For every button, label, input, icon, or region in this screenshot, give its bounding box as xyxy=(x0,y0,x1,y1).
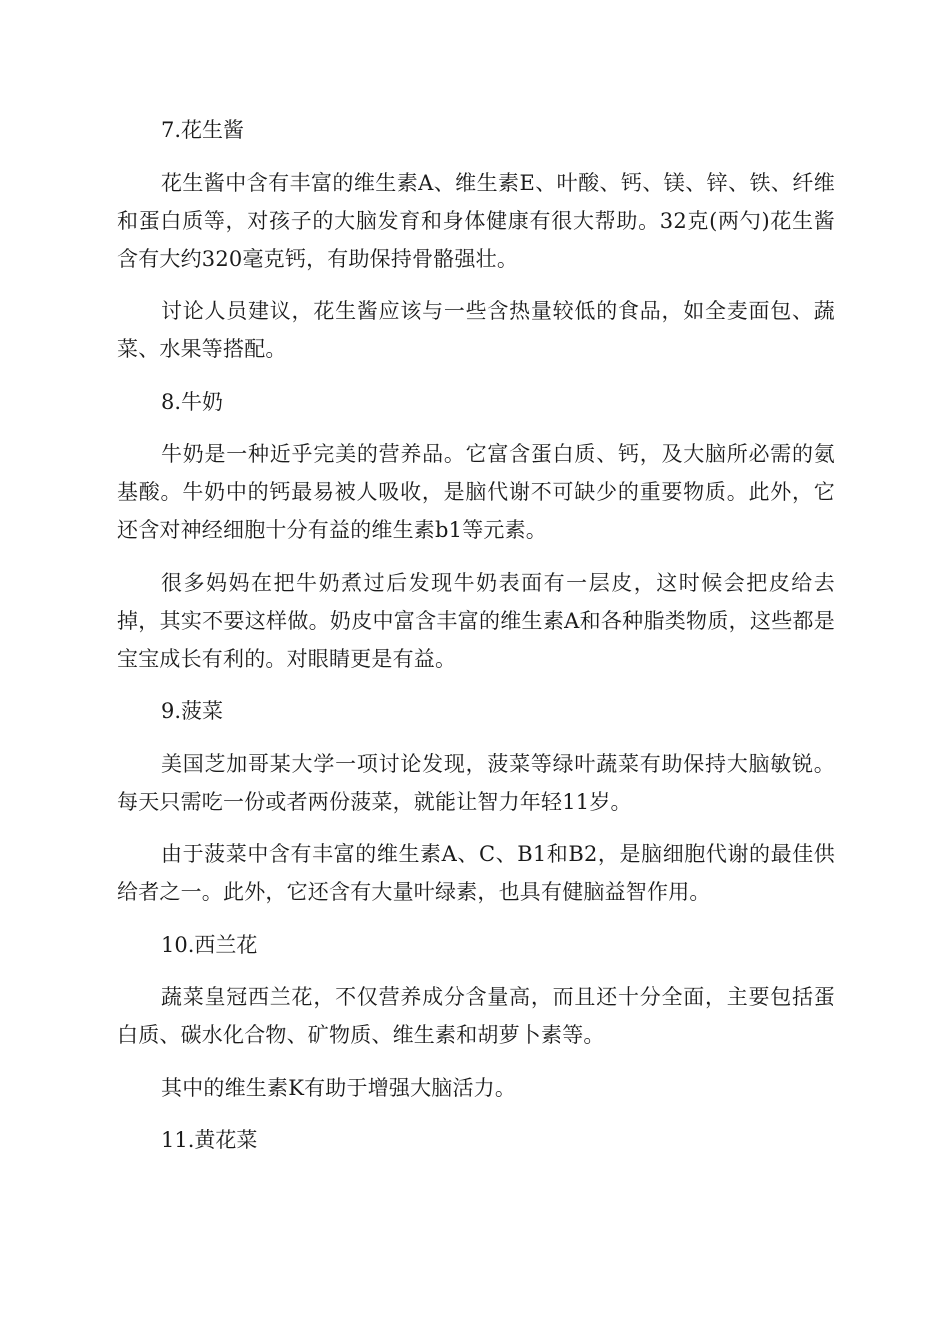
paragraph: 其中的维生素K有助于增强大脑活力。 xyxy=(161,1075,517,1100)
section-heading-broccoli: 10.西兰花 xyxy=(161,932,258,957)
paragraph: 蔬菜皇冠西兰花，不仅营养成分含量高，而且还十分全面，主要包括蛋白质、碳水化合物、矿物质、维生素和胡萝卜素等。 xyxy=(117,985,835,1047)
section-heading-peanut-butter: 7.花生酱 xyxy=(161,118,245,142)
section-heading-daylily: 11.黄花菜 xyxy=(161,1128,258,1152)
paragraph: 美国芝加哥某大学一项讨论发现，菠菜等绿叶蔬菜有助保持大脑敏锐。每天只需吃一份或者两份菠菜，就能让智力年轻11岁。 xyxy=(117,751,835,814)
section-heading-spinach: 9.菠菜 xyxy=(161,699,224,723)
section-heading-milk: 8.牛奶 xyxy=(161,389,224,414)
document-body xyxy=(117,111,835,1174)
paragraph: 花生酱中含有丰富的维生素A、维生素E、叶酸、钙、镁、锌、铁、纤维和蛋白质等，对孩子的大脑发育和身体健康有很大帮助。32克(两勺)花生酱含有大约320毫克钙，有助保持骨骼强壮。 xyxy=(117,170,835,271)
paragraph: 牛奶是一种近乎完美的营养品。它富含蛋白质、钙，及大脑所必需的氨基酸。牛奶中的钙最易被人吸收，是脑代谢不可缺少的重要物质。此外，它还含对神经细胞十分有益的维生素b1等元素。 xyxy=(117,442,835,542)
paragraph: 讨论人员建议，花生酱应该与一些含热量较低的食品，如全麦面包、蔬菜、水果等搭配。 xyxy=(117,299,835,361)
paragraph: 由于菠菜中含有丰富的维生素A、C、B1和B2，是脑细胞代谢的最佳供给者之一。此外，它还含有大量叶绿素，也具有健脑益智作用。 xyxy=(117,842,835,904)
paragraph: 很多妈妈在把牛奶煮过后发现牛奶表面有一层皮，这时候会把皮给去掉，其实不要这样做。奶皮中富含丰富的维生素A和各种脂类物质，这些都是宝宝成长有利的。对眼睛更是有益。 xyxy=(117,570,835,671)
